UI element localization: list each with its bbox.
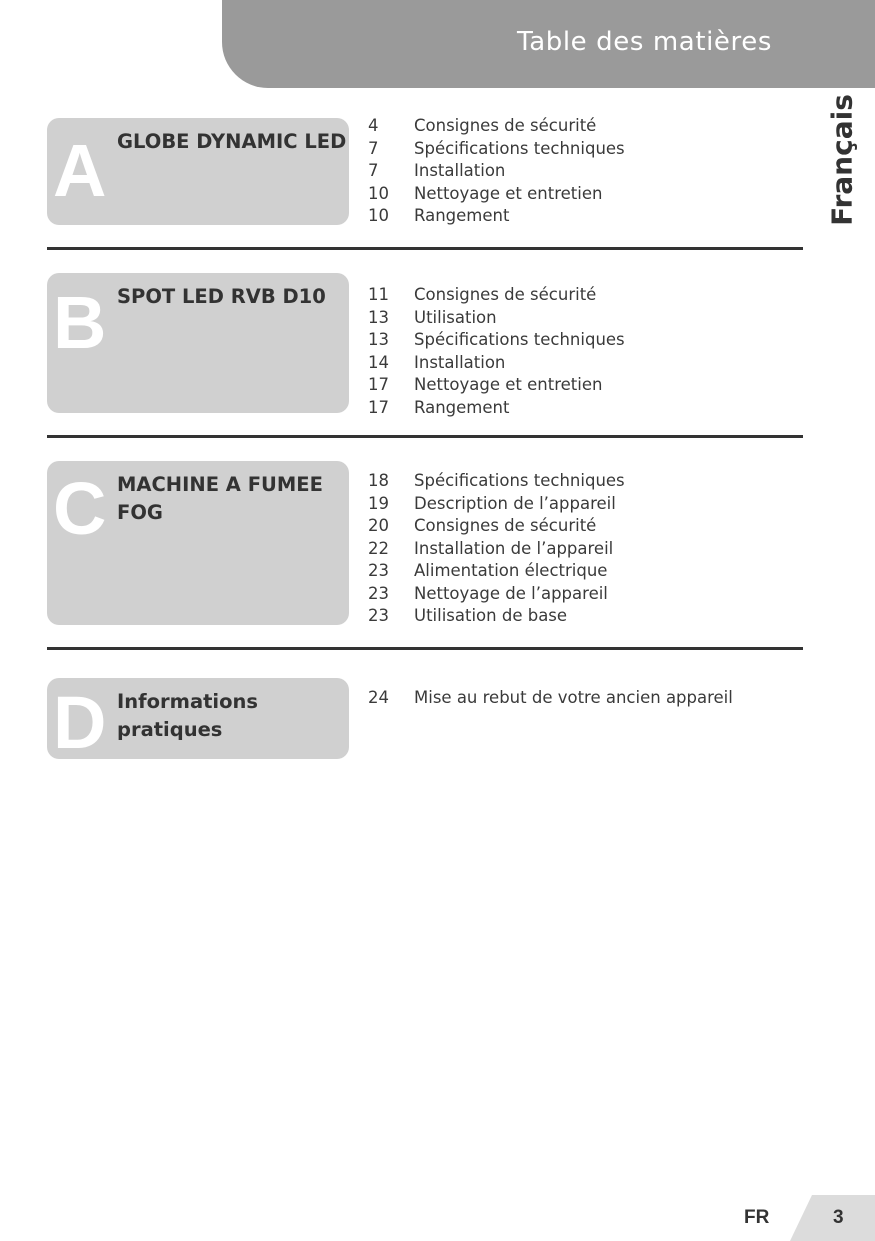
toc-entry[interactable] <box>368 397 625 420</box>
toc-entry[interactable] <box>368 538 625 561</box>
toc-entry[interactable] <box>368 115 625 138</box>
section-a-toc <box>368 115 625 228</box>
toc-entry[interactable] <box>368 138 625 161</box>
section-title: Informations pratiques <box>117 690 259 741</box>
page-title: Table des matières <box>517 27 772 57</box>
toc-entry-label: Spécifications techniques <box>414 330 625 349</box>
section-letter: C <box>53 467 107 550</box>
toc-entry[interactable] <box>368 160 625 183</box>
toc-page-number: 4 <box>368 116 379 135</box>
toc-entry-label: Description de l’appareil <box>414 493 616 513</box>
toc-entry-label: Spécifications techniques <box>414 138 625 158</box>
section-a-box <box>47 118 349 225</box>
page-number: 3 <box>833 1207 844 1228</box>
toc-entry-label: Nettoyage et entretien <box>414 375 603 394</box>
toc-page-number: 13 <box>368 307 389 327</box>
toc-page-number: 14 <box>368 352 389 372</box>
toc-entry-label: Consignes de sécurité <box>414 285 597 304</box>
toc-page-number: 7 <box>368 161 379 180</box>
toc-entry[interactable] <box>368 352 625 375</box>
section-d-box <box>47 678 349 764</box>
section-divider <box>47 435 803 438</box>
toc-page-number: 23 <box>368 583 389 603</box>
toc-page-number: 20 <box>368 516 389 535</box>
toc-entry[interactable] <box>368 493 625 516</box>
section-divider <box>47 247 803 250</box>
toc-entry-label: Nettoyage et entretien <box>414 183 603 203</box>
section-title: GLOBE DYNAMIC LED <box>117 130 347 153</box>
section-b-box <box>47 273 349 413</box>
toc-entry[interactable] <box>368 284 625 307</box>
toc-page-number: 17 <box>368 397 389 417</box>
toc-page-number: 11 <box>368 285 389 304</box>
toc-page-number: 18 <box>368 471 389 490</box>
toc-page-number: 10 <box>368 206 389 225</box>
toc-entry[interactable] <box>368 307 625 330</box>
toc-entry[interactable] <box>368 374 625 397</box>
section-c-box <box>47 461 349 625</box>
toc-entry-label: Installation de l’appareil <box>414 538 614 558</box>
toc-page-number: 23 <box>368 606 389 625</box>
section-d-toc <box>368 687 733 710</box>
footer-language: FR <box>744 1207 770 1228</box>
toc-page-number: 13 <box>368 330 389 349</box>
toc-page-number: 19 <box>368 493 389 513</box>
section-title: MACHINE A FUMEE FOG <box>117 473 323 524</box>
section-letter: B <box>53 281 107 364</box>
toc-entry-label: Mise au rebut de votre ancien appareil <box>414 688 733 707</box>
toc-entry-label: Spécifications techniques <box>414 471 625 490</box>
toc-entry[interactable] <box>368 329 625 352</box>
toc-entry[interactable] <box>368 605 625 628</box>
section-divider <box>47 647 803 650</box>
toc-page-number: 22 <box>368 538 389 558</box>
toc-entry[interactable] <box>368 183 625 206</box>
toc-entry-label: Consignes de sécurité <box>414 516 597 535</box>
toc-page-number: 23 <box>368 561 389 580</box>
section-letter: D <box>53 681 107 764</box>
toc-entry[interactable] <box>368 470 625 493</box>
toc-entry-label: Nettoyage de l’appareil <box>414 583 608 603</box>
section-b-toc <box>368 284 625 419</box>
toc-entry-label: Rangement <box>414 397 510 417</box>
section-letter: A <box>53 129 107 212</box>
toc-entry[interactable] <box>368 205 625 228</box>
toc-entry-label: Utilisation <box>414 307 497 327</box>
toc-entry-label: Installation <box>414 161 506 180</box>
toc-entry[interactable] <box>368 560 625 583</box>
toc-entry-label: Consignes de sécurité <box>414 116 597 135</box>
toc-entry-label: Alimentation électrique <box>414 561 608 580</box>
toc-page-number: 17 <box>368 375 389 394</box>
toc-page-number: 24 <box>368 688 389 707</box>
toc-page-number: 7 <box>368 138 379 158</box>
toc-entry[interactable] <box>368 687 733 710</box>
toc-page-number: 10 <box>368 183 389 203</box>
toc-entry[interactable] <box>368 515 625 538</box>
toc-entry[interactable] <box>368 583 625 606</box>
toc-entry-label: Rangement <box>414 206 510 225</box>
language-side-label: Français <box>825 94 859 226</box>
section-title: SPOT LED RVB D10 <box>117 285 326 308</box>
toc-entry-label: Utilisation de base <box>414 606 568 625</box>
toc-entry-label: Installation <box>414 352 506 372</box>
header-tab <box>222 0 875 88</box>
section-c-toc <box>368 470 625 628</box>
